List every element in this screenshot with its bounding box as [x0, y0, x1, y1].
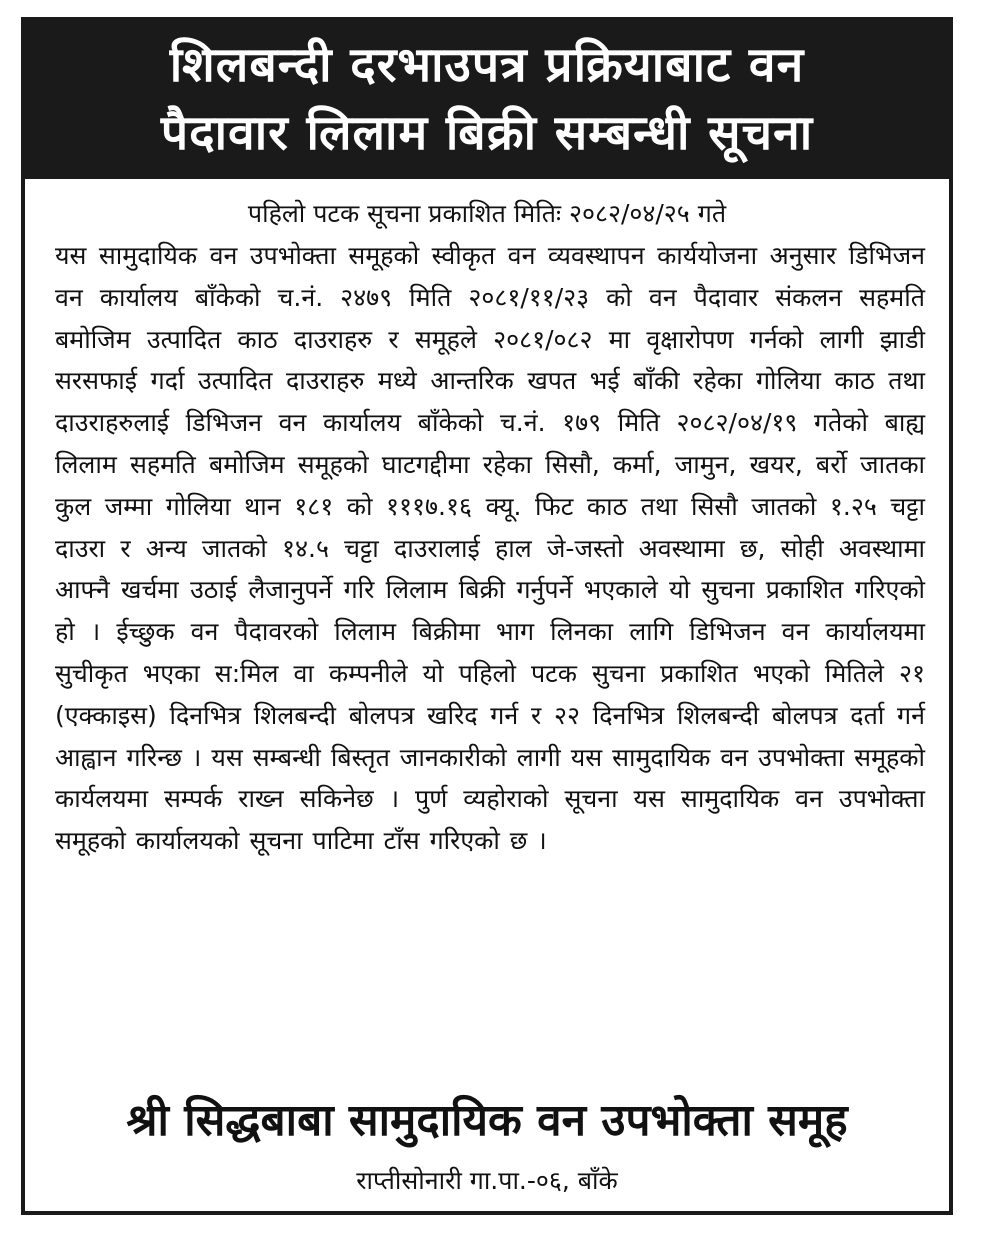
notice-frame	[21, 17, 953, 1215]
first-published-date: पहिलो पटक सूचना प्रकाशित मितिः २०८२/०४/२५ गते	[247, 199, 727, 228]
notice-body: यस सामुदायिक वन उपभोक्ता समूहको स्वीकृत वन व्यवस्थापन कार्ययोजना अनुसार डिभिजन वन कार्यालय बाँकेको च.नं. २४७९ मिति २०८१/११/२३ को वन पैदावार संकलन सहमति बमोजिम उत्पादित काठ दाउराहरु र समूहले २०८१/०८२ मा वृक्षारोपण गर्नको लागी झाडी सरसफाई गर्दा उत्पादित दाउराहरु मध्ये आन्तरिक खपत भई बाँकी रहेका गोलिया काठ तथा दाउराहरुलाई डिभिजन वन कार्यालय बाँकेको च.नं. १७९ मिति २०८२/०४/१९ गतेको बाह्य लिलाम सहमति बमोजिम समूहको घाटगद्दीमा रहेका सिसौ, कर्मा, जामुन, खयर, बर्रो जातका कुल जम्मा गोलिया थान १८१ को १११७.१६ क्यू. फिट काठ तथा सिसौ जातको १.२५ चट्टा दाउरा र अन्य जातको १४.५ चट्टा दाउरालाई हाल जे-जस्तो अवस्थामा छ, सोही अवस्थामा आफ्नै खर्चमा उठाई लैजानुपर्ने गरि लिलाम बिक्री गर्नुपर्ने भएकाले यो सुचना प्रकाशित गरिएको हो । ईच्छुक वन पैदावरको लिलाम बिक्रीमा भाग लिनका लागि डिभिजन वन कार्यालयमा सुचीकृत भएका स:मिल वा कम्पनीले यो पहिलो पटक सुचना प्रकाशित भएको मितिले २१ (एक्काइस) दिनभित्र शिलबन्दी बोलपत्र खरिद गर्न र २२ दिनभित्र शिलबन्दी बोलपत्र दर्ता गर्न आह्वान गरिन्छ । यस सम्बन्धी बिस्तृत जानकारीको लागी यस सामुदायिक वन उपभोक्ता समूहको कार्यलयमा सम्पर्क राख्न सकिनेछ । पुर्ण व्यहोराको सूचना यस सामुदायिक वन उपभोक्ता समूहको कार्यालयको सूचना पाटिमा टाँस गरिएको छ ।	[55, 241, 925, 856]
notice-title-line-1: शिलबन्दी दरभाउपत्र प्रक्रियाबाट वन	[169, 37, 805, 93]
organization-address: राप्तीसोनारी गा.पा.-०६, बाँके	[356, 1166, 618, 1195]
notice-header	[25, 21, 949, 179]
organization-name: श्री सिद्धबाबा सामुदायिक वन उपभोक्ता समूह	[126, 1095, 848, 1146]
notice-title-line-2: पैदावार लिलाम बिक्री सम्बन्धी सूचना	[160, 105, 814, 161]
